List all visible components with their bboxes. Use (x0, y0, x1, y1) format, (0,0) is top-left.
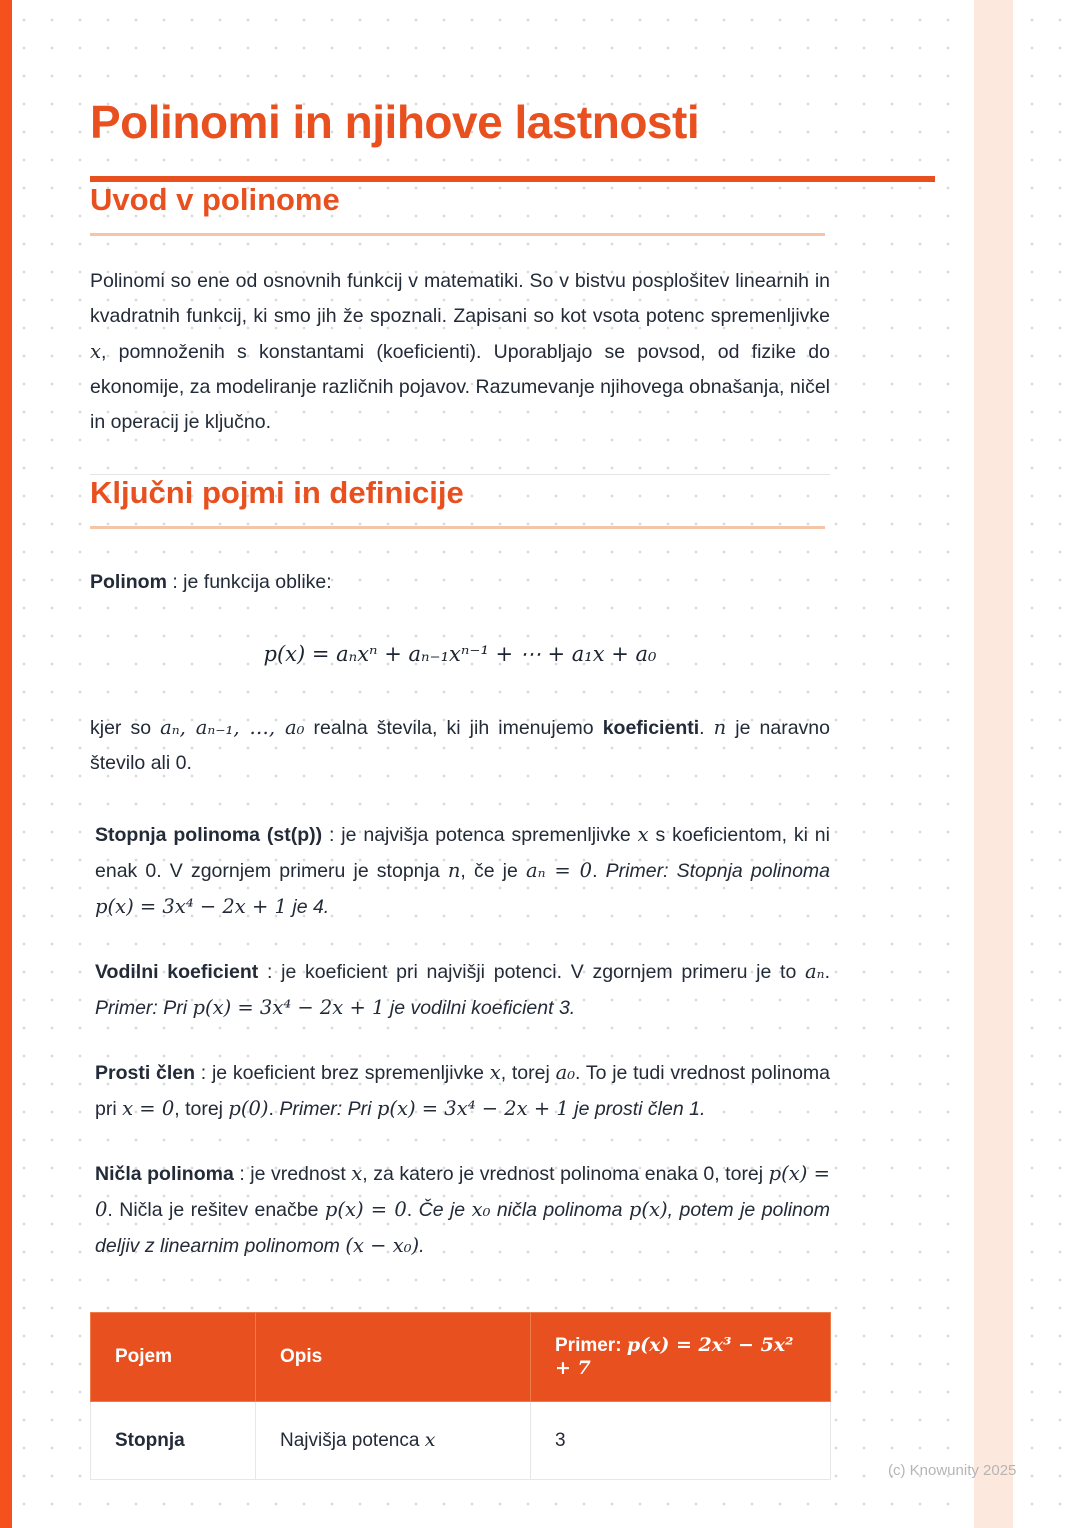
table-header-primer: Primer: p(x) = 2x³ − 5x² + 7 (531, 1313, 831, 1402)
polynomial-definition-lead: Polinom : je funkcija oblike: (90, 571, 332, 593)
page-title: Polinomi in njihove lastnosti (90, 96, 700, 148)
definitions-heading-underline (90, 526, 825, 529)
table-cell-primer: 3 (531, 1402, 831, 1480)
definitions-table (90, 1312, 831, 1480)
page-content (90, 0, 935, 1480)
term-nicla-polinoma: Ničla polinoma : je vrednost x, za katero je vrednost polinoma enaka 0, torej p(x) = 0. Ničla je rešitev enačbe p(x) = 0. Če je x₀ ničla polinoma p(x), potem je polinom deljiv z linearnim polinomom (x − x₀). (95, 1162, 830, 1257)
table-cell-pojem: Stopnja (91, 1402, 256, 1480)
table-row (91, 1402, 831, 1480)
term-stopnja-polinoma: Stopnja polinoma (st(p)) : je najvišja potenca spremenljivke x s koeficientom, ki ni enak 0. V zgornjem primeru je stopnja n, če je aₙ = 0. Primer: Stopnja polinoma p(x) = 3x⁴ − 2x + 1 je 4. (95, 823, 831, 918)
term-vodilni-koeficient: Vodilni koeficient : je koeficient pri najvišji potenci. V zgornjem primeru je to aₙ. Primer: Pri p(x) = 3x⁴ − 2x + 1 je vodilni koeficient 3. (95, 960, 830, 1019)
definitions-table-wrap (90, 1312, 935, 1480)
table-cell-opis: Najvišja potenca x (256, 1402, 531, 1480)
section-heading-intro: Uvod v polinome (90, 182, 340, 217)
polynomial-formula: p(x) = aₙxⁿ + aₙ₋₁xⁿ⁻¹ + ⋯ + a₁x + a₀ (263, 642, 657, 666)
section-heading-definitions: Ključni pojmi in definicije (90, 475, 464, 510)
table-header-row (91, 1313, 831, 1402)
coefficients-paragraph: kjer so aₙ, aₙ₋₁, …, a₀ realna števila, ki jih imenujemo koeficienti. n je naravno število ali 0. (90, 716, 831, 774)
right-margin-stripe (974, 0, 1013, 1528)
table-header-opis: Opis (256, 1313, 531, 1402)
footer-credit: (c) Knowunity 2025 (888, 1462, 1017, 1479)
left-accent-stripe (0, 0, 12, 1528)
intro-heading-underline (90, 233, 825, 236)
term-prosti-clen: Prosti člen : je koeficient brez spremenljivke x, torej a₀. To je tudi vrednost polinoma pri x = 0, torej p(0). Primer: Pri p(x) = 3x⁴ − 2x + 1 je prosti člen 1. (95, 1061, 831, 1120)
table-header-pojem: Pojem (91, 1313, 256, 1402)
intro-paragraph: Polinomi so ene od osnovnih funkcij v matematiki. So v bistvu posplošitev linearnih in kvadratnih funkcij, ki smo jih že spoznali. Zapisani so kot vsota potenc spremenljivke x, pomnoženih s konstantami (koeficienti). Uporabljajo se povsod, od fizike do ekonomije, za modeliranje različnih pojavov. Razumevanje njihovega obnašanja, ničel in operacij je ključno. (90, 270, 830, 433)
